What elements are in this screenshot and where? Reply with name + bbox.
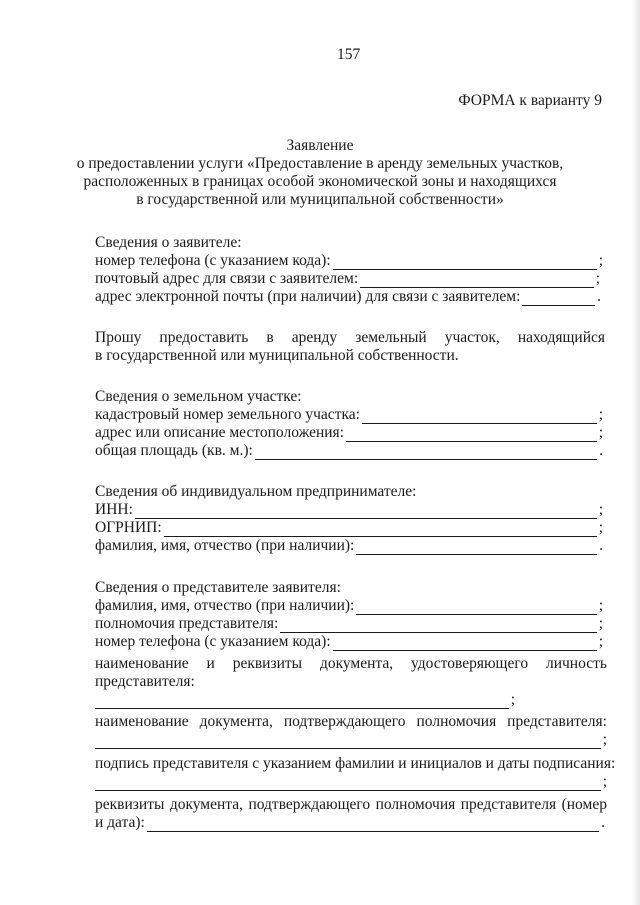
applicant-postal-row: [95, 270, 600, 288]
period: .: [597, 288, 601, 305]
representative-phone-field[interactable]: [333, 637, 597, 651]
representative-requisites-field[interactable]: [147, 818, 599, 832]
semicolon: ;: [598, 252, 603, 269]
page-number: 157: [337, 46, 361, 63]
applicant-email-row: [95, 288, 601, 306]
semicolon: ;: [598, 597, 603, 614]
representative-id-doc-field[interactable]: [95, 695, 509, 709]
requisites-word: документа,: [169, 796, 244, 813]
requisites-word: (номер: [561, 796, 607, 813]
entrepreneur-fio-label: фамилия, имя, отчество (при наличии):: [95, 537, 355, 554]
representative-phone-row: [95, 633, 603, 651]
entrepreneur-section-header: Сведения об индивидуальном предпринимателе:: [95, 483, 417, 500]
representative-fio-row: [95, 597, 603, 615]
document-title: Заявление: [286, 137, 354, 154]
representative-powers-doc-field[interactable]: [95, 735, 601, 749]
semicolon: ;: [602, 731, 607, 748]
land-area-row: [95, 442, 603, 460]
representative-id-doc-line-1: [95, 655, 607, 673]
semicolon: ;: [598, 501, 603, 518]
entrepreneur-ogrnip-field[interactable]: [164, 523, 597, 537]
representative-powers-field[interactable]: [280, 619, 596, 633]
request-word: Прошу: [95, 329, 142, 346]
land-address-field[interactable]: [346, 428, 597, 442]
powers-doc-word: подтверждающего: [283, 713, 406, 730]
applicant-phone-label: номер телефона (с указанием кода):: [95, 252, 331, 269]
entrepreneur-fio-row: [95, 537, 603, 555]
title-line-2: расположенных в границах особой экономической зоны и находящихся: [83, 173, 557, 190]
representative-fio-field[interactable]: [356, 601, 596, 615]
powers-doc-word: представителя:: [507, 713, 607, 730]
entrepreneur-fio-field[interactable]: [356, 541, 597, 555]
semicolon: ;: [602, 773, 607, 790]
request-word: находящийся: [517, 329, 605, 346]
representative-signature-field[interactable]: [95, 777, 601, 791]
representative-powers-doc-field-row: [95, 731, 607, 749]
representative-signature-line: подпись представителя с указанием фамилии и инициалов и даты подписания:: [95, 755, 616, 772]
period: .: [599, 537, 603, 554]
period: .: [599, 442, 603, 459]
land-section-header: Сведения о земельном участке:: [95, 388, 302, 405]
land-cadastral-field[interactable]: [362, 410, 597, 424]
land-area-label: общая площадь (кв. м.):: [95, 442, 253, 459]
requisites-word: полномочия: [375, 796, 456, 813]
requisites-word: реквизиты: [95, 796, 165, 813]
semicolon: ;: [595, 270, 600, 287]
applicant-email-label: адрес электронной почты (при наличии) для связи с заявителем:: [95, 288, 521, 305]
id-doc-word: личность: [545, 655, 607, 672]
semicolon: ;: [598, 424, 603, 441]
representative-id-doc-field-row: [95, 691, 515, 709]
applicant-postal-label: почтовый адрес для связи с заявителем:: [95, 270, 359, 287]
land-area-field[interactable]: [255, 446, 597, 460]
page-edge-shadow: [632, 0, 640, 905]
applicant-phone-row: [95, 252, 603, 270]
form-reference: ФОРМА к варианту 9: [458, 92, 602, 109]
title-line-1: о предоставлении услуги «Предоставление в аренду земельных участков,: [76, 155, 564, 172]
entrepreneur-inn-field[interactable]: [135, 505, 597, 519]
request-word: в: [266, 329, 274, 346]
requisites-word: представителя: [460, 796, 557, 813]
semicolon: ;: [510, 691, 515, 708]
representative-id-doc-line-2: представителя:: [95, 673, 195, 690]
title-line-3: в государственной или муниципальной собственности»: [136, 191, 504, 208]
request-word: предоставить: [159, 329, 249, 346]
semicolon: ;: [598, 519, 603, 536]
id-doc-word: и: [206, 655, 215, 672]
semicolon: ;: [598, 615, 603, 632]
applicant-section-header: Сведения о заявителе:: [95, 234, 242, 251]
applicant-email-field[interactable]: [522, 292, 595, 306]
entrepreneur-ogrnip-row: [95, 519, 603, 537]
semicolon: ;: [598, 633, 603, 650]
representative-requisites-line-1: [95, 796, 607, 814]
representative-requisites-row: [95, 814, 605, 832]
representative-phone-label: номер телефона (с указанием кода):: [95, 633, 331, 650]
request-line-1: [95, 329, 605, 347]
representative-requisites-label: и дата):: [95, 814, 145, 831]
land-cadastral-label: кадастровый номер земельного участка:: [95, 406, 360, 423]
entrepreneur-inn-row: [95, 501, 603, 519]
land-address-row: [95, 424, 603, 442]
applicant-phone-field[interactable]: [333, 256, 597, 270]
request-word: земельный: [355, 329, 427, 346]
semicolon: ;: [598, 406, 603, 423]
powers-doc-word: наименование: [95, 713, 189, 730]
request-word: аренду: [291, 329, 338, 346]
requisites-word: подтверждающего: [248, 796, 371, 813]
land-cadastral-row: [95, 406, 603, 424]
representative-signature-field-row: [95, 773, 607, 791]
representative-section-header: Сведения о представителе заявителя:: [95, 579, 341, 596]
representative-powers-label: полномочия представителя:: [95, 615, 279, 632]
land-address-label: адрес или описание местоположения:: [95, 424, 344, 441]
id-doc-word: удостоверяющего: [411, 655, 529, 672]
id-doc-word: документа,: [319, 655, 394, 672]
representative-powers-row: [95, 615, 603, 633]
entrepreneur-inn-label: ИНН:: [95, 501, 133, 518]
representative-powers-doc-line: [95, 713, 607, 731]
applicant-postal-field[interactable]: [360, 274, 594, 288]
powers-doc-word: документа,: [199, 713, 273, 730]
request-line-2: в государственной или муниципальной собственности.: [95, 347, 459, 364]
powers-doc-word: полномочия: [416, 713, 497, 730]
period: .: [601, 814, 605, 831]
id-doc-word: наименование: [95, 655, 189, 672]
id-doc-word: реквизиты: [232, 655, 303, 672]
representative-fio-label: фамилия, имя, отчество (при наличии):: [95, 597, 355, 614]
entrepreneur-ogrnip-label: ОГРНИП:: [95, 519, 162, 536]
request-word: участок,: [444, 329, 500, 346]
